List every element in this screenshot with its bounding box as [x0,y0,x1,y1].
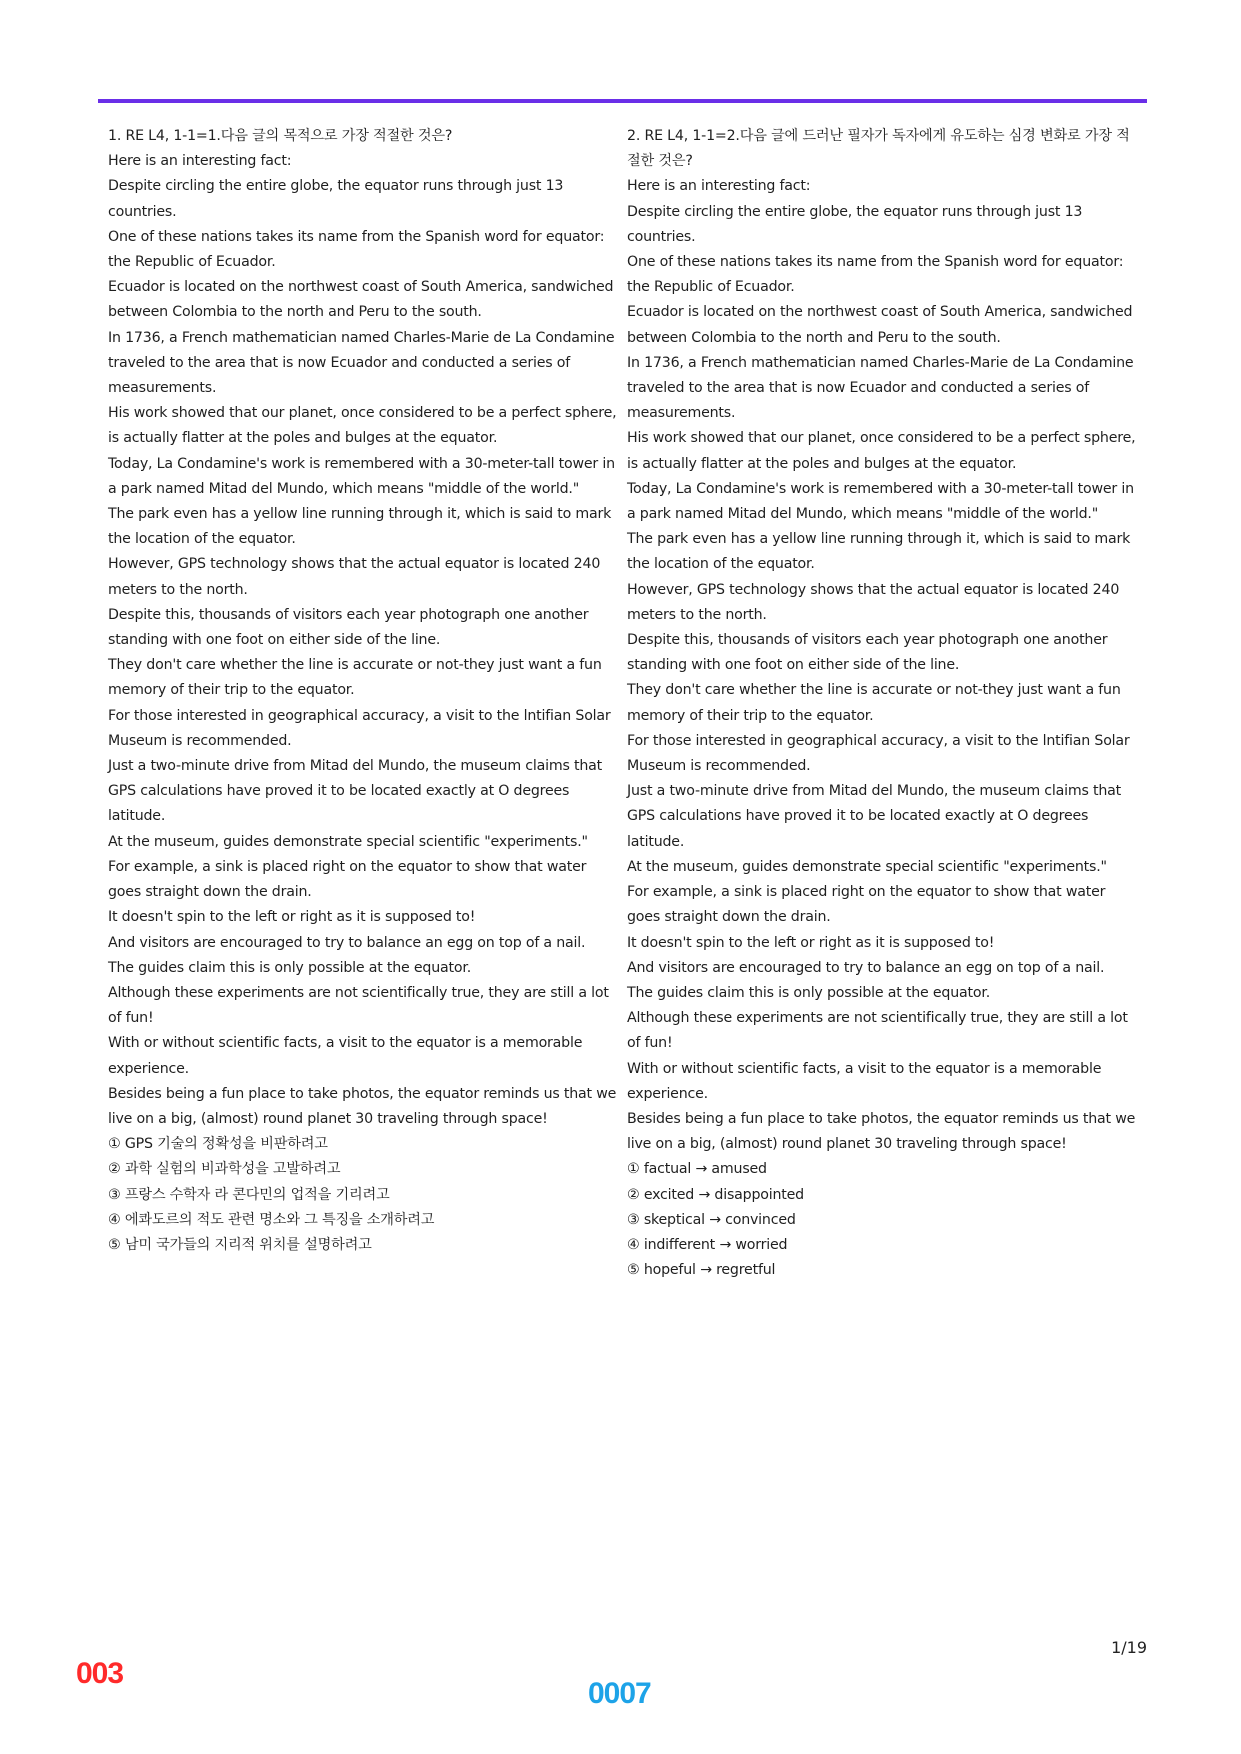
q2-line: However, GPS technology shows that the actual equator is located 240 meters to the north. [627,581,1120,623]
q2-line: His work showed that our planet, once considered to be a perfect sphere, is actually flatter at the poles and bulges at the equator. [627,430,1136,472]
q1-line: For those interested in geographical accuracy, a visit to the lntifian Solar Museum is recommended. [108,707,611,749]
q1-line: Although these experiments are not scientifically true, they are still a lot of fun! [108,984,609,1027]
q2-line: And visitors are encouraged to try to balance an egg on top of a nail. [627,959,1105,976]
q1-line: One of these nations takes its name from the Spanish word for equator: the Republic of Ecuador. [108,228,605,271]
q2-line: For those interested in geographical accuracy, a visit to the lntifian Solar Museum is recommended. [627,732,1130,775]
q2-line: The park even has a yellow line running through it, which is said to mark the location of the equator. [627,531,1131,573]
q1-line: The park even has a yellow line running through it, which is said to mark the location of the equator. [108,506,612,548]
q2-line: One of these nations takes its name from the Spanish word for equator: the Republic of Ecuador. [627,254,1124,296]
question-2-column [627,124,1139,1283]
q2-option-1: ① factual → amused [627,1161,767,1178]
q1-line: At the museum, guides demonstrate special scientific "experiments." [108,833,588,850]
document-code-left: 003 [76,1657,124,1690]
q1-option-1: ① GPS 기술의 정확성을 비판하려고 [108,1136,328,1153]
question-1-header: 1. RE L4, 1-1=1.다음 글의 목적으로 가장 적절한 것은? [108,128,453,144]
q2-option-2: ② excited → disappointed [627,1186,804,1203]
q2-option-4: ④ indifferent → worried [627,1236,788,1253]
q2-line: Today, La Condamine's work is remembered with a 30-meter-tall tower in a park named Mitad del Mundo, which means "middle of the world." [627,480,1134,523]
q2-line: Besides being a fun place to take photos, the equator reminds us that we live on a big, (almost) round planet 30 traveling through space! [627,1110,1136,1153]
q2-line: Just a two-minute drive from Mitad del Mundo, the museum claims that GPS calculations have proved it to be located exactly at O degrees latitude. [627,783,1121,850]
q1-line: Just a two-minute drive from Mitad del Mundo, the museum claims that GPS calculations have proved it to be located exactly at O degrees latitude. [108,758,602,825]
q1-option-3: ③ 프랑스 수학자 라 콘다민의 업적을 기리려고 [108,1186,390,1203]
q1-line: Despite this, thousands of visitors each year photograph one another standing with one foot on either side of the line. [108,606,589,649]
q2-line: Despite this, thousands of visitors each year photograph one another standing with one foot on either side of the line. [627,632,1108,674]
q1-line: And visitors are encouraged to try to balance an egg on top of a nail. [108,934,586,951]
q2-line: Here is an interesting fact: [627,178,811,195]
q1-line: For example, a sink is placed right on the equator to show that water goes straight down the drain. [108,858,587,901]
q1-line: They don't care whether the line is accurate or not-they just want a fun memory of their trip to the equator. [108,657,602,699]
q2-line: With or without scientific facts, a visit to the equator is a memorable experience. [627,1060,1102,1102]
page-number: 1/19 [1111,1638,1147,1657]
q1-option-2: ② 과학 실험의 비과학성을 고발하려고 [108,1161,341,1178]
q1-line: It doesn't spin to the left or right as it is supposed to! [108,909,476,926]
q1-line: In 1736, a French mathematician named Charles-Marie de La Condamine traveled to the area that is now Ecuador and conducted a series of measurements. [108,329,615,397]
document-code-center: 0007 [588,1677,651,1710]
q2-line: For example, a sink is placed right on the equator to show that water goes straight down the drain. [627,884,1106,926]
q2-line: They don't care whether the line is accurate or not-they just want a fun memory of their trip to the equator. [627,682,1121,724]
header-rule [98,99,1147,103]
q1-option-5: ⑤ 남미 국가들의 지리적 위치를 설명하려고 [108,1236,372,1253]
q1-line: Ecuador is located on the northwest coast of South America, sandwiched between Colombia to the north and Peru to the south. [108,279,614,321]
q2-line: The guides claim this is only possible at the equator. [627,984,990,1001]
q2-line: Ecuador is located on the northwest coast of South America, sandwiched between Colombia to the north and Peru to the south. [627,304,1133,346]
q1-option-4: ④ 에콰도르의 적도 관련 명소와 그 특징을 소개하려고 [108,1211,435,1228]
q1-line: Here is an interesting fact: [108,153,292,170]
q1-line: Besides being a fun place to take photos, the equator reminds us that we live on a big, (almost) round planet 30 traveling through space! [108,1085,617,1127]
q2-line: Although these experiments are not scientifically true, they are still a lot of fun! [627,1010,1128,1052]
q1-line: Despite circling the entire globe, the equator runs through just 13 countries. [108,178,564,220]
q1-line: Today, La Condamine's work is remembered with a 30-meter-tall tower in a park named Mitad del Mundo, which means "middle of the world." [108,455,615,497]
question-2-header: 2. RE L4, 1-1=2.다음 글에 드러난 필자가 독자에게 유도하는 심경 변화로 가장 적절한 것은? [627,128,1130,170]
q2-line: It doesn't spin to the left or right as it is supposed to! [627,934,995,951]
q2-line: At the museum, guides demonstrate special scientific "experiments." [627,858,1107,875]
q2-option-3: ③ skeptical → convinced [627,1211,796,1228]
question-1-column [108,124,620,1258]
q1-line: With or without scientific facts, a visit to the equator is a memorable experience. [108,1035,583,1077]
q1-line: The guides claim this is only possible at the equator. [108,959,471,976]
q2-line: Despite circling the entire globe, the equator runs through just 13 countries. [627,203,1083,245]
q1-line: His work showed that our planet, once considered to be a perfect sphere, is actually flatter at the poles and bulges at the equator. [108,405,617,447]
q2-line: In 1736, a French mathematician named Charles-Marie de La Condamine traveled to the area that is now Ecuador and conducted a series of measurements. [627,354,1134,422]
q2-option-5: ⑤ hopeful → regretful [627,1262,776,1279]
q1-line: However, GPS technology shows that the actual equator is located 240 meters to the north. [108,556,601,598]
